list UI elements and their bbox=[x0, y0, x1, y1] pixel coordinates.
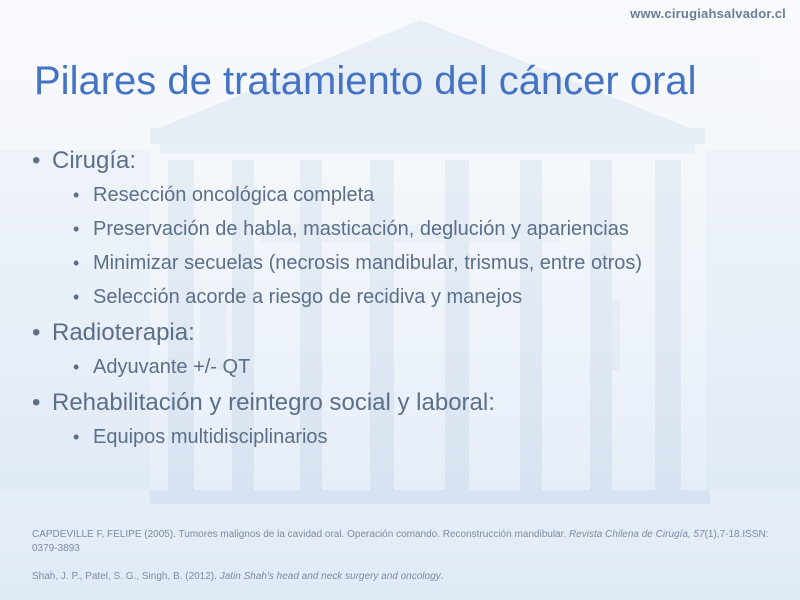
sub-bullet-item: • Adyuvante +/- QT bbox=[73, 354, 772, 380]
reference-journal: Revista Chilena de Cirugía, 57 bbox=[568, 529, 705, 540]
bullet-group-radioterapia bbox=[32, 318, 772, 380]
bullet-cirugia: • Cirugía: bbox=[32, 146, 772, 176]
bullet-rehabilitacion: • Rehabilitación y reintegro social y laboral: bbox=[32, 388, 772, 418]
slide-title: Pilares de tratamiento del cáncer oral bbox=[34, 59, 697, 103]
bullet-group-rehabilitacion bbox=[32, 388, 772, 450]
references bbox=[32, 528, 772, 584]
reference-text: Shah, J. P., Patel, S. G., Singh, B. (2012). bbox=[32, 571, 220, 582]
sub-bullet-item: • Selección acorde a riesgo de recidiva y manejos bbox=[73, 284, 772, 310]
sub-bullet-item: • Minimizar secuelas (necrosis mandibular, trismus, entre otros) bbox=[73, 250, 772, 276]
sub-bullet-item: • Equipos multidisciplinarios bbox=[73, 424, 772, 450]
reference-details: (1),7-18.ISSN: 0379-3893 bbox=[32, 529, 769, 554]
bullet-list bbox=[32, 146, 772, 458]
reference-book-title: Jatin Shah's head and neck surgery and oncology bbox=[219, 571, 441, 582]
reference-details: . bbox=[440, 571, 444, 582]
sub-bullet-list bbox=[73, 182, 772, 310]
bullet-group-cirugia bbox=[32, 146, 772, 310]
reference-item bbox=[32, 570, 772, 584]
bullet-radioterapia: • Radioterapia: bbox=[32, 318, 772, 348]
reference-text: CAPDEVILLE F, FELIPE (2005). Tumores malignos de la cavidad oral. Operación comando. Reconstrucción mandibular. bbox=[32, 529, 569, 540]
sub-bullet-item: • Resección oncológica completa bbox=[73, 182, 772, 208]
sub-bullet-item: • Preservación de habla, masticación, deglución y apariencias bbox=[73, 216, 772, 242]
sub-bullet-list bbox=[73, 354, 772, 380]
site-url: www.cirugiahsalvador.cl bbox=[630, 6, 786, 21]
reference-item bbox=[32, 528, 772, 556]
sub-bullet-list bbox=[73, 424, 772, 450]
